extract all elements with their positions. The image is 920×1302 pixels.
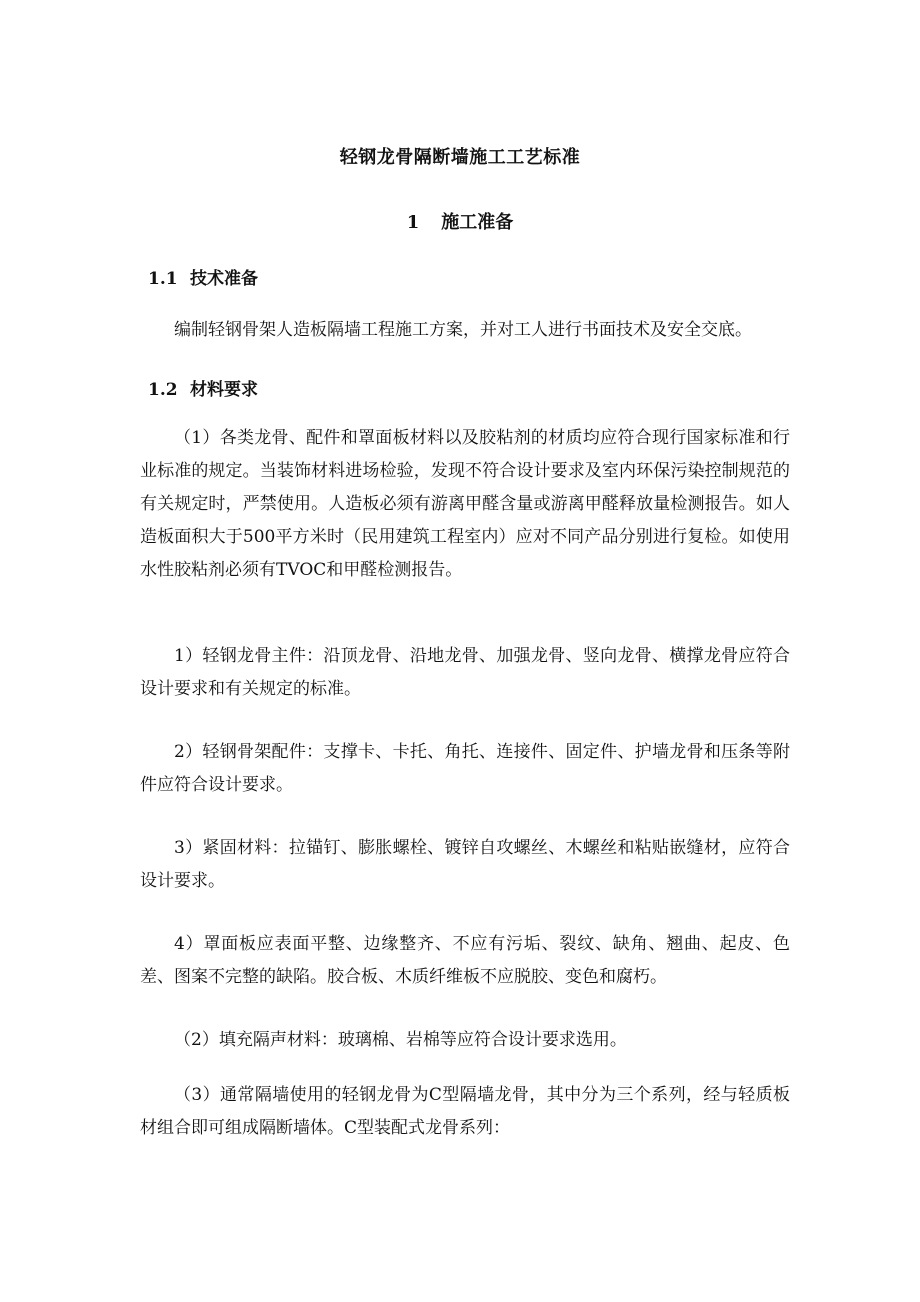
paragraph-material-req-1: （1）各类龙骨、配件和罩面板材料以及胶粘剂的材质均应符合现行国家标准和行业标准的规定。当装饰材料进场检验，发现不符合设计要求及室内环保污染控制规范的有关规定时，严禁使用。人造板必须有游离甲醛含量或游离甲醛释放量检测报告。如人造板面积大于500平方米时（民用建筑工程室内）应对不同产品分别进行复检。如使用水性胶粘剂必须有TVOC和甲醛检测报告。 (140, 428, 790, 580)
section-number: 1.2 (148, 380, 178, 400)
paragraph-keel-fittings: 2）轻钢骨架配件：支撑卡、卡托、角托、连接件、固定件、护墙龙骨和压条等附件应符合设计要求。 (140, 742, 790, 795)
section-number: 1.1 (148, 269, 178, 289)
section-title: 技术准备 (190, 269, 258, 289)
section-heading-1-2 (148, 375, 258, 400)
paragraph-cover-panel: 4）罩面板应表面平整、边缘整齐、不应有污垢、裂纹、缺角、翘曲、起皮、色差、图案不完整的缺陷。胶合板、木质纤维板不应脱胶、变色和腐朽。 (140, 934, 790, 987)
paragraph-fastening-materials: 3）紧固材料：拉锚钉、膨胀螺栓、镀锌自攻螺丝、木螺丝和粘贴嵌缝材，应符合设计要求。 (140, 838, 790, 891)
paragraph-technical-prep: 编制轻钢骨架人造板隔墙工程施工方案，并对工人进行书面技术及安全交底。 (174, 320, 752, 340)
section-heading-1-1 (148, 264, 258, 289)
chapter-title: 施工准备 (441, 212, 514, 233)
section-title: 材料要求 (190, 380, 258, 400)
document-title: 轻钢龙骨隔断墙施工工艺标准 (339, 147, 581, 168)
chapter-number: 1 (406, 212, 420, 233)
paragraph-main-keel: 1）轻钢龙骨主件：沿顶龙骨、沿地龙骨、加强龙骨、竖向龙骨、横撑龙骨应符合设计要求和有关规定的标准。 (140, 646, 790, 699)
paragraph-sound-insulation: （2）填充隔声材料：玻璃棉、岩棉等应符合设计要求选用。 (174, 1030, 627, 1050)
paragraph-c-type-keel: （3）通常隔墙使用的轻钢龙骨为C型隔墙龙骨，其中分为三个系列，经与轻质板材组合即可组成隔断墙体。C型装配式龙骨系列： (140, 1085, 790, 1138)
chapter-heading (0, 208, 920, 234)
